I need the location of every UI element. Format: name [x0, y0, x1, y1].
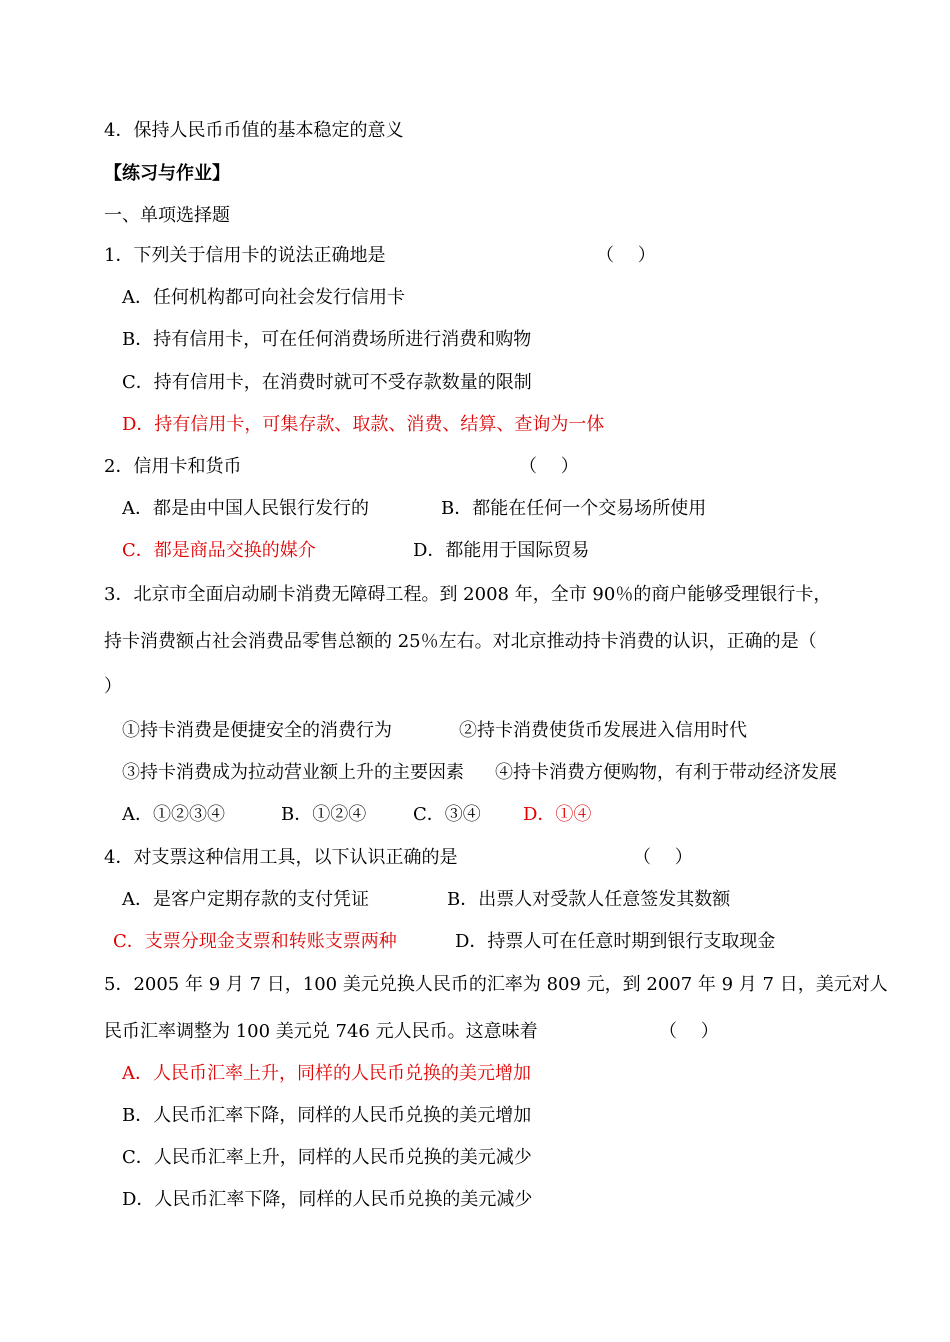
- answer-paren: （ ）: [633, 847, 693, 868]
- option-b: B．持有信用卡，可在任何消费场所进行消费和购物: [122, 329, 532, 350]
- option-a: A．是客户定期存款的支付凭证: [122, 889, 369, 910]
- option-d: D．持票人可在任意时期到银行支取现金: [455, 931, 776, 952]
- option-c: C．持有信用卡，在消费时就可不受存款数量的限制: [122, 372, 532, 393]
- option-a: A．①②③④: [122, 804, 225, 825]
- option-d-correct: D．①④: [523, 804, 592, 825]
- option-c: C．③④: [413, 804, 481, 825]
- question-4-stem: 4．对支票这种信用工具，以下认识正确的是: [104, 847, 458, 868]
- option-c-correct: C．支票分现金支票和转账支票两种: [113, 931, 397, 952]
- answer-paren: （ ）: [519, 456, 579, 477]
- question-3-line-3: ）: [104, 676, 122, 697]
- section-4-title: 4．保持人民币币值的基本稳定的意义: [104, 120, 404, 141]
- question-3-line-1: 3．北京市全面启动刷卡消费无障碍工程。到 2008 年，全市 90％的商户能够受理银行卡，: [104, 584, 832, 605]
- question-5-line-1: 5．2005 年 9 月 7 日，100 美元兑换人民币的汇率为 809 元，到 2007 年 9 月 7 日，美元对人: [104, 974, 888, 995]
- option-b: B．出票人对受款人任意签发其数额: [447, 889, 731, 910]
- option-c: C．人民币汇率上升，同样的人民币兑换的美元减少: [122, 1147, 532, 1168]
- option-d-correct: D．持有信用卡，可集存款、取款、消费、结算、查询为一体: [122, 414, 605, 435]
- option-d: D．人民币汇率下降，同样的人民币兑换的美元减少: [122, 1189, 533, 1210]
- part1-heading: 一、单项选择题: [104, 205, 230, 226]
- option-d: D．都能用于国际贸易: [413, 540, 590, 561]
- option-c-correct: C．都是商品交换的媒介: [122, 540, 316, 561]
- option-a: A．都是由中国人民银行发行的: [122, 498, 369, 519]
- question-5-line-2: 民币汇率调整为 100 美元兑 746 元人民币。这意味着: [104, 1021, 538, 1042]
- option-b: B．人民币汇率下降，同样的人民币兑换的美元增加: [122, 1105, 532, 1126]
- statement-2: ②持卡消费使货币发展进入信用时代: [459, 720, 747, 741]
- option-a-correct: A．人民币汇率上升，同样的人民币兑换的美元增加: [122, 1063, 531, 1084]
- answer-paren: （ ）: [659, 1021, 719, 1042]
- option-b: B．①②④: [281, 804, 367, 825]
- question-2-stem: 2．信用卡和货币: [104, 456, 242, 477]
- option-a: A．任何机构都可向社会发行信用卡: [122, 287, 405, 308]
- statement-4: ④持卡消费方便购物，有利于带动经济发展: [495, 762, 837, 783]
- statement-1: ①持卡消费是便捷安全的消费行为: [122, 720, 392, 741]
- answer-paren: （ ）: [596, 245, 656, 266]
- question-1-stem: 1．下列关于信用卡的说法正确地是: [104, 245, 386, 266]
- exercise-heading: 【练习与作业】: [104, 163, 230, 184]
- question-3-line-2: 持卡消费额占社会消费品零售总额的 25％左右。对北京推动持卡消费的认识，正确的是（: [104, 631, 817, 652]
- option-b: B．都能在任何一个交易场所使用: [441, 498, 707, 519]
- statement-3: ③持卡消费成为拉动营业额上升的主要因素: [122, 762, 464, 783]
